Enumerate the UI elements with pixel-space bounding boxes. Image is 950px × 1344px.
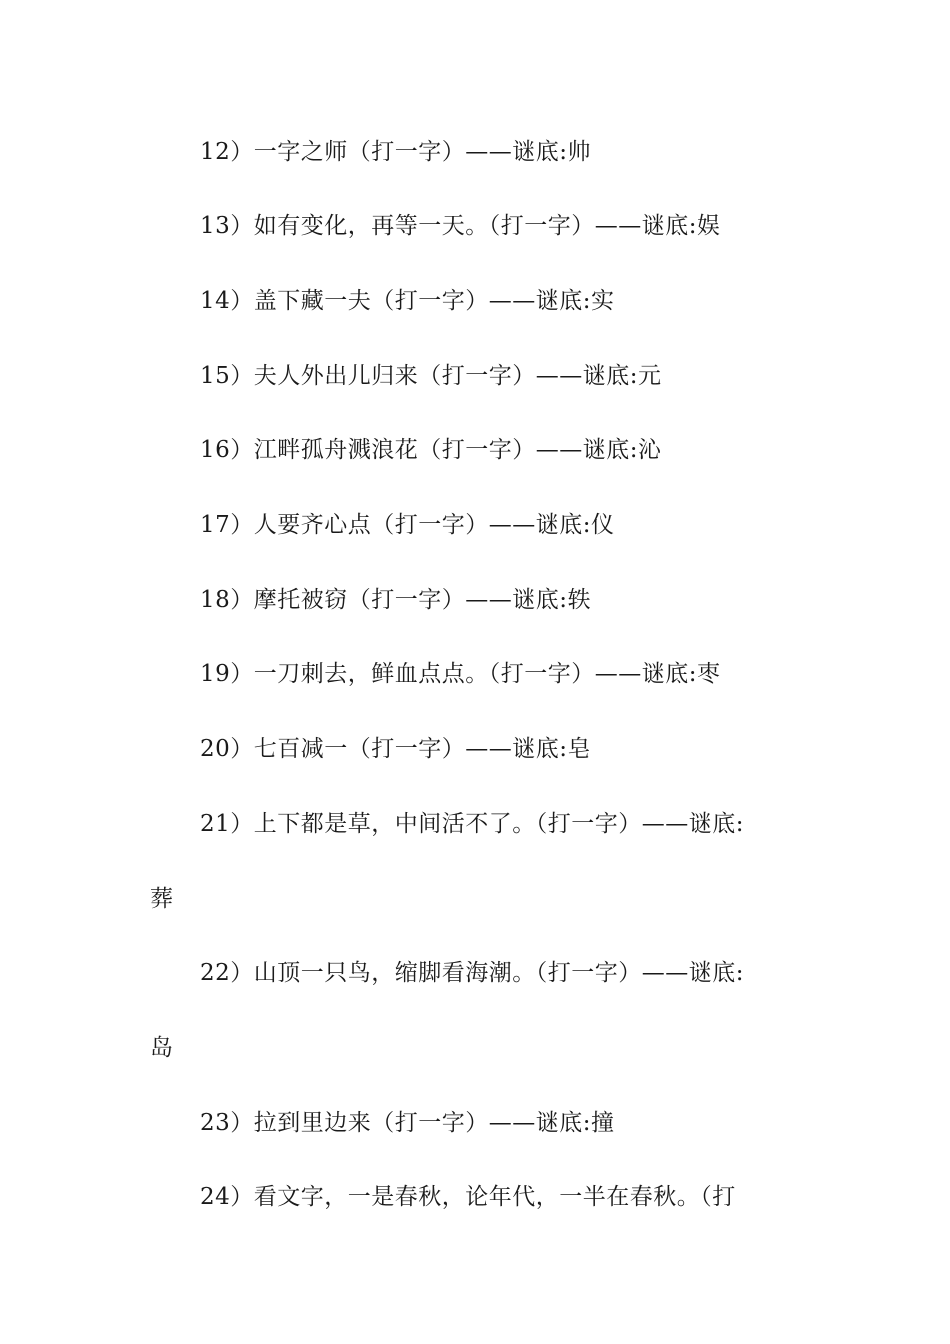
riddle-16: 16）江畔孤舟溅浪花（打一字）——谜底:沁 <box>200 437 662 463</box>
riddle-21-answer: 葬 <box>150 886 174 912</box>
riddle-13: 13）如有变化，再等一天。（打一字）——谜底:娱 <box>200 213 721 239</box>
riddle-12: 12）一字之师（打一字）——谜底:帅 <box>200 139 592 165</box>
riddle-23: 23）拉到里边来（打一字）——谜底:撞 <box>200 1110 615 1136</box>
riddle-14: 14）盖下藏一夫（打一字）——谜底:实 <box>200 288 615 314</box>
riddle-21: 21）上下都是草，中间活不了。（打一字）——谜底: <box>200 811 745 837</box>
riddle-20: 20）七百减一（打一字）——谜底:皂 <box>200 736 592 762</box>
riddle-18: 18）摩托被窃（打一字）——谜底:轶 <box>200 587 592 613</box>
riddle-22: 22）山顶一只鸟，缩脚看海潮。（打一字）——谜底: <box>200 960 745 986</box>
riddle-15: 15）夫人外出儿归来（打一字）——谜底:元 <box>200 363 662 389</box>
riddle-22-answer: 岛 <box>150 1035 174 1061</box>
riddle-24: 24）看文字，一是春秋，论年代，一半在春秋。（打 <box>200 1184 736 1210</box>
riddle-19: 19）一刀刺去，鲜血点点。（打一字）——谜底:枣 <box>200 661 721 687</box>
riddle-17: 17）人要齐心点（打一字）——谜底:仪 <box>200 512 615 538</box>
